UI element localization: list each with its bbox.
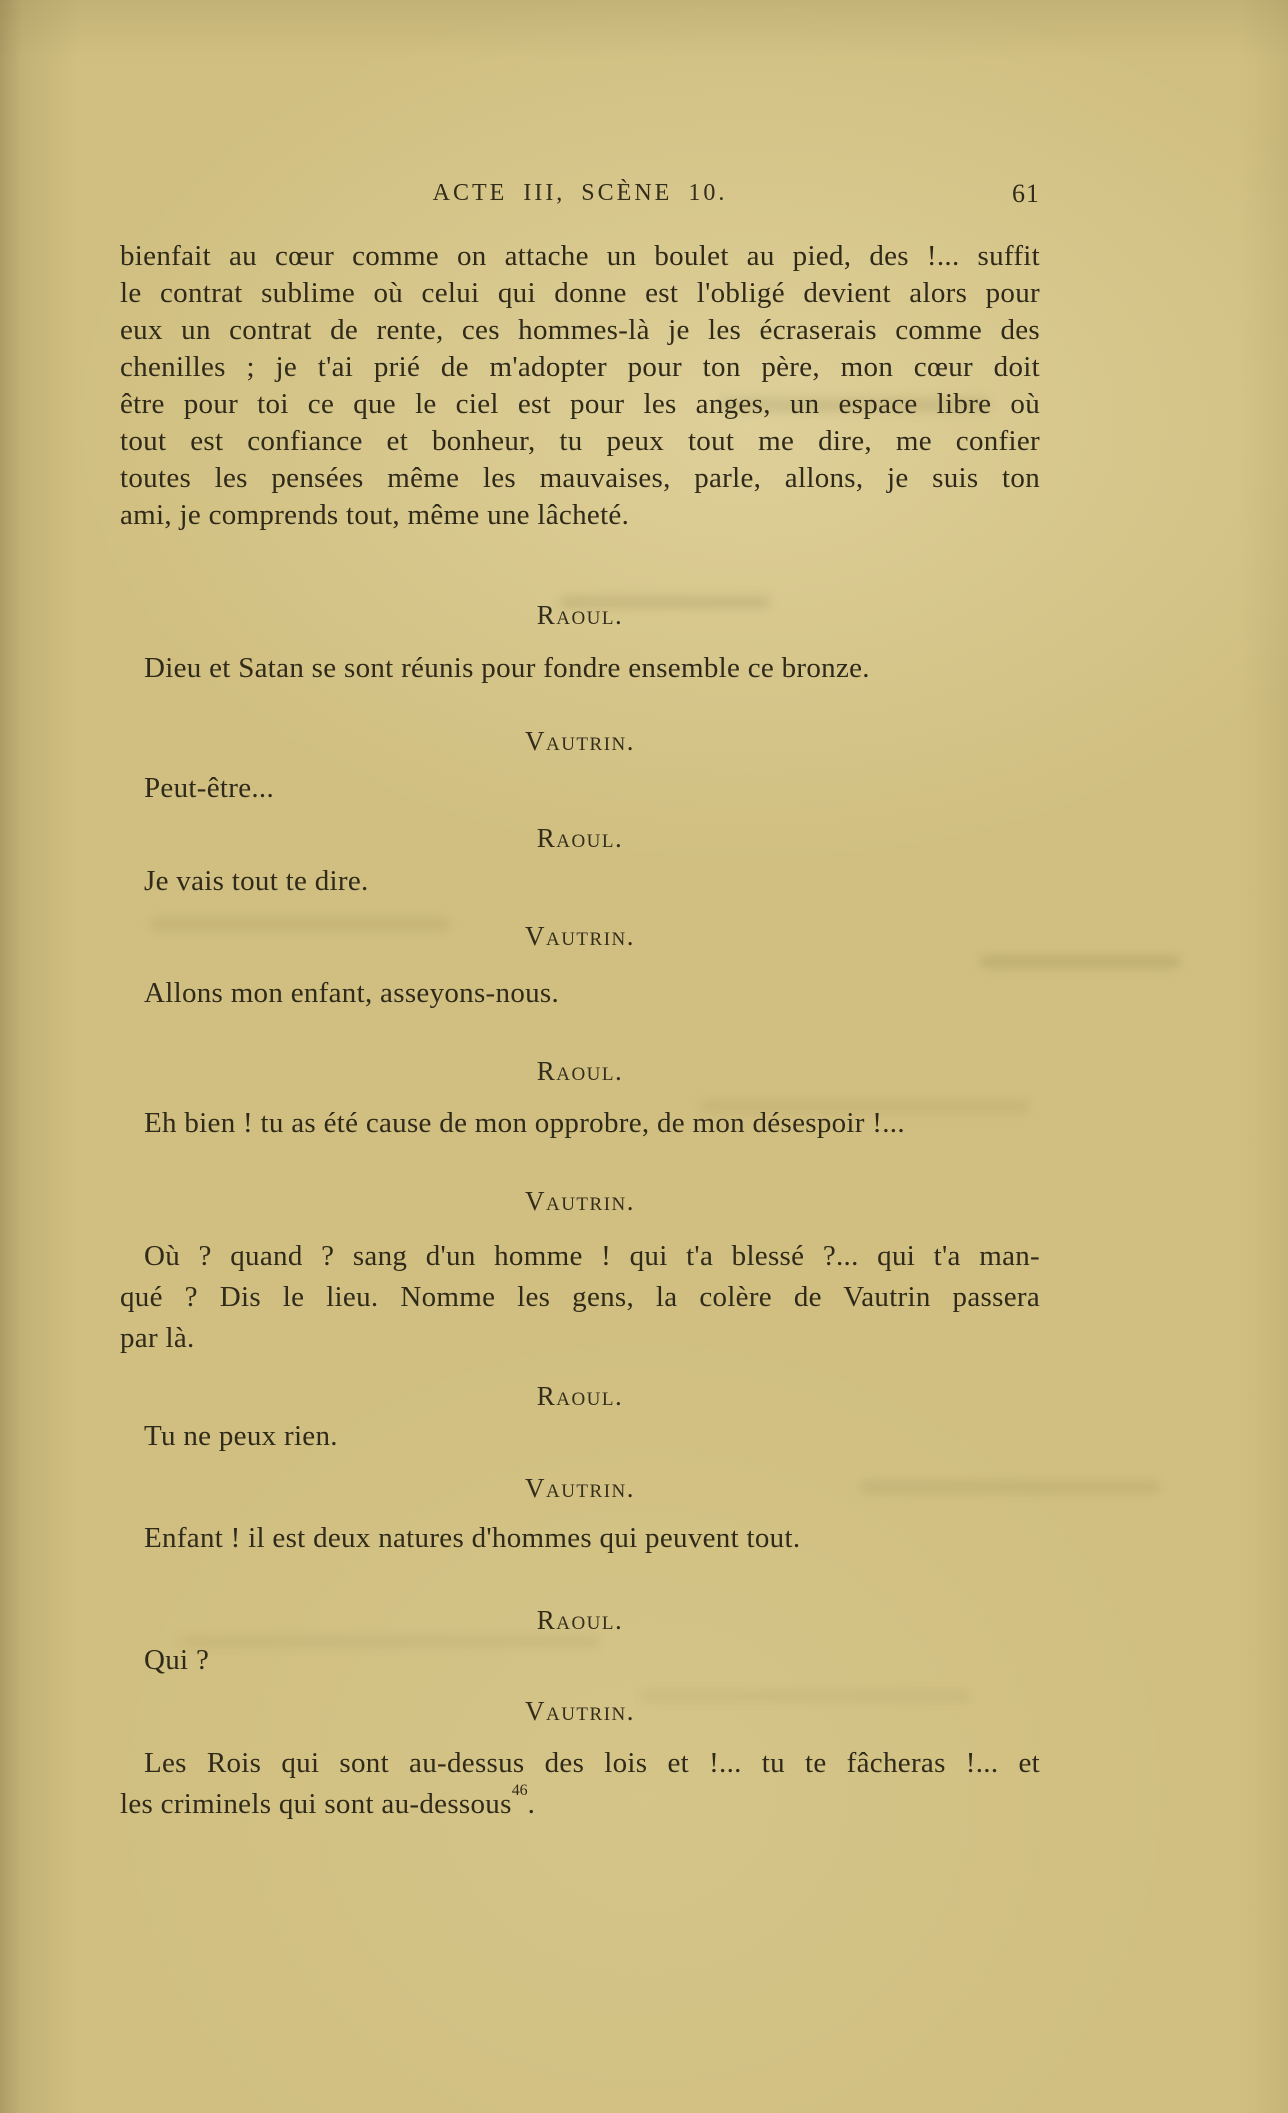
speaker-name: Vautrin.	[524, 1473, 636, 1503]
sentence-period: .	[527, 1788, 536, 1820]
speech	[120, 648, 1040, 689]
speech	[120, 1743, 1040, 1825]
speaker-name: Raoul.	[536, 1056, 624, 1086]
speaker-name: Raoul.	[536, 1381, 624, 1411]
speaker-name: Vautrin.	[524, 921, 636, 951]
speech	[120, 1103, 1040, 1144]
speech-line: Les Rois qui sont au-dessus des lois et !... tu te fâcheras !... et	[144, 1747, 1040, 1779]
speech-line: Où ? quand ? sang d'un homme ! qui t'a blessé ?... qui t'a man-	[144, 1240, 1040, 1272]
speech-line: Tu ne peux rien.	[144, 1420, 338, 1452]
speaker-name: Vautrin.	[524, 726, 636, 756]
page-number: 61	[1012, 179, 1040, 208]
speaker-name: Raoul.	[536, 823, 624, 853]
speech	[120, 1236, 1040, 1359]
speaker-name: Vautrin.	[524, 1186, 636, 1216]
running-header	[120, 180, 1040, 212]
speech	[120, 1640, 1040, 1681]
paragraph-line: eux un contrat de rente, ces hommes-là je les écraserais comme des	[120, 314, 1040, 346]
speech-line: par là.	[120, 1322, 195, 1354]
speech	[120, 1518, 1040, 1559]
paragraph-line: chenilles ; je t'ai prié de m'adopter pour ton père, mon cœur doit	[120, 351, 1040, 383]
speech	[120, 1416, 1040, 1457]
footnote-reference: 46	[511, 1782, 528, 1800]
speaker-name: Vautrin.	[524, 1696, 636, 1726]
paragraph-line: être pour toi ce que le ciel est pour les anges, un espace libre où	[120, 388, 1040, 420]
speech-line: Allons mon enfant, asseyons-nous.	[144, 977, 560, 1009]
speech-line: Qui ?	[144, 1644, 210, 1676]
speech	[120, 861, 1040, 902]
speech-line: Eh bien ! tu as été cause de mon opprobre, de mon désespoir !...	[144, 1107, 905, 1139]
speaker-name: Raoul.	[536, 1605, 624, 1635]
speech-line: Je vais tout te dire.	[144, 865, 369, 897]
speech-line: Dieu et Satan se sont réunis pour fondre ensemble ce bronze.	[144, 652, 870, 684]
speech-line	[120, 1784, 1040, 1825]
paragraph-line: le contrat sublime où celui qui donne est l'obligé devient alors pour	[120, 277, 1040, 309]
paragraph-line: tout est confiance et bonheur, tu peux tout me dire, me confier	[120, 425, 1040, 457]
speech	[120, 973, 1040, 1014]
speech	[120, 768, 1040, 809]
paragraph-line: bienfait au cœur comme on attache un boulet au pied, des !... suffit	[120, 240, 1040, 272]
paragraph-line: toutes les pensées même les mauvaises, parle, allons, je suis ton	[120, 462, 1040, 494]
bleed-through-mark	[980, 955, 1180, 968]
speech-line: Enfant ! il est deux natures d'hommes qui peuvent tout.	[144, 1522, 801, 1554]
speech-line: Peut-être...	[144, 772, 275, 804]
body-paragraph	[120, 238, 1040, 534]
paragraph-line: ami, je comprends tout, même une lâcheté.	[120, 499, 630, 531]
speech-line-text: les criminels qui sont au-dessous	[120, 1788, 512, 1820]
running-header-title: ACTE III, SCÈNE 10.	[432, 180, 728, 206]
speech-line: qué ? Dis le lieu. Nomme les gens, la colère de Vautrin passera	[120, 1281, 1040, 1313]
speaker-name: Raoul.	[536, 600, 624, 630]
